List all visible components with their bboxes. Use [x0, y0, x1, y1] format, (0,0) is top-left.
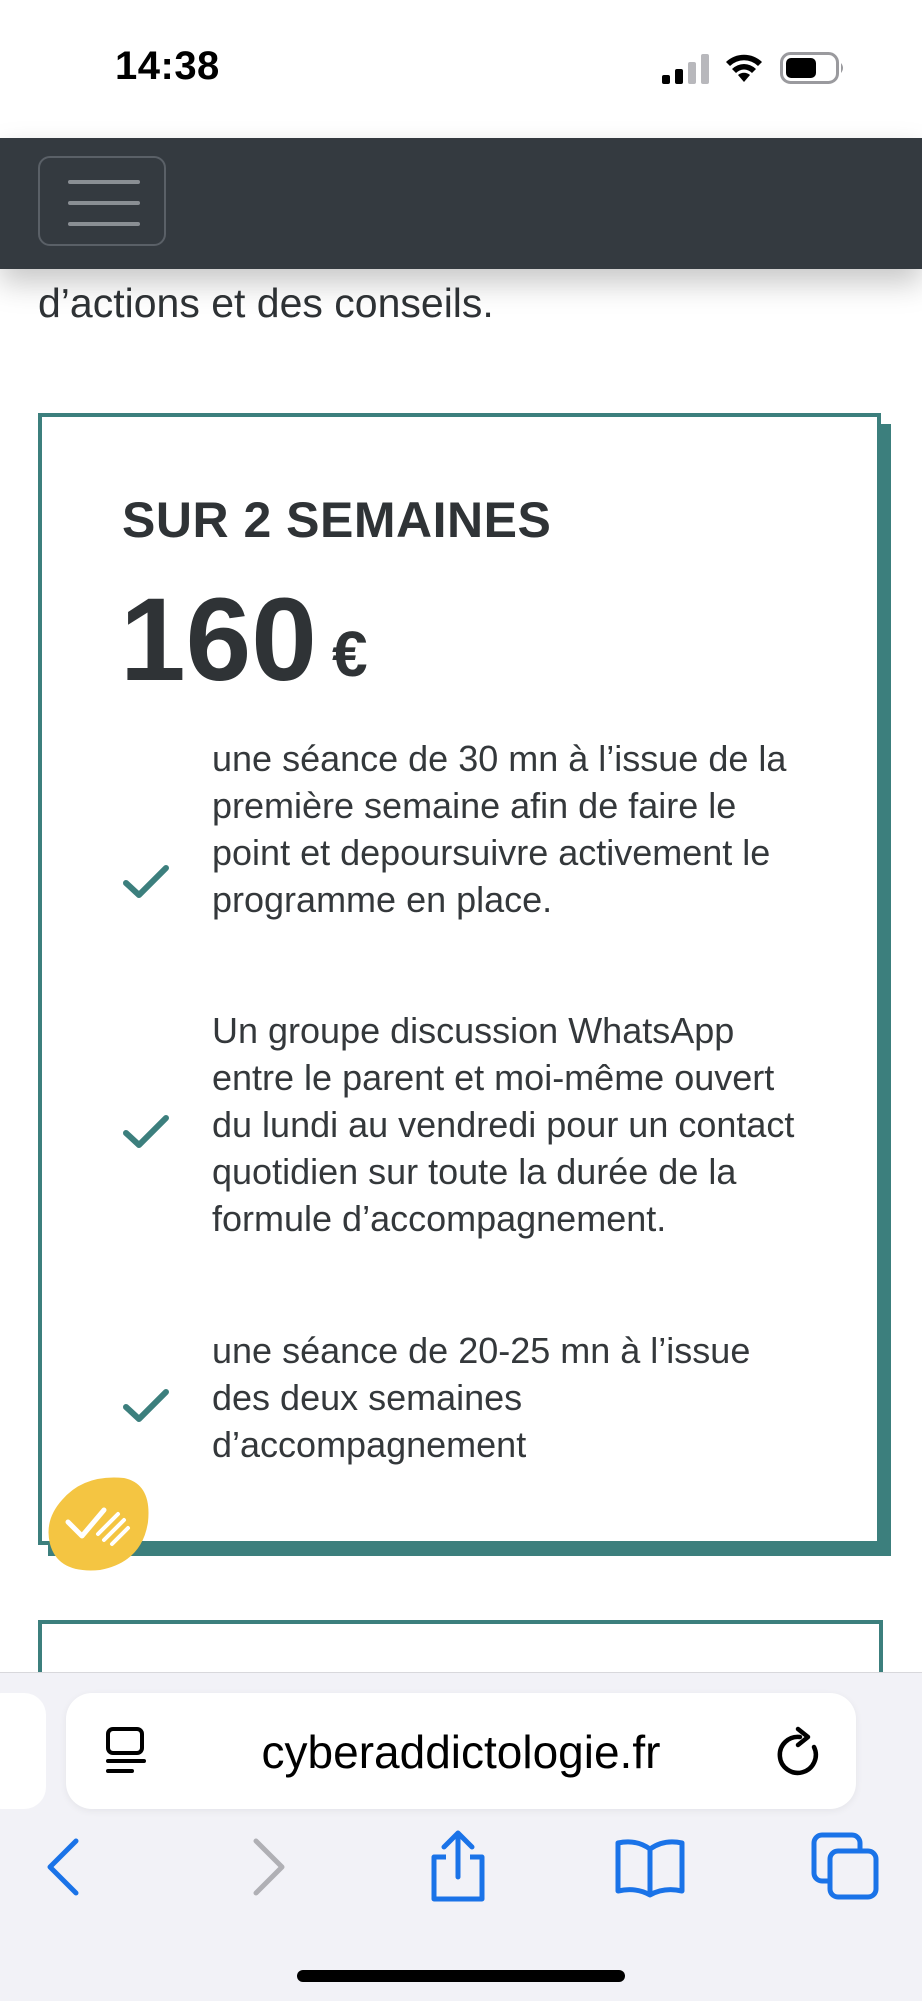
battery-icon: [780, 52, 846, 84]
intro-text: d’actions et des conseils.: [38, 280, 494, 326]
share-icon[interactable]: [420, 1829, 496, 1905]
status-time: 14:38: [115, 44, 220, 88]
hamburger-icon-line: [68, 180, 140, 184]
address-bar[interactable]: [66, 1693, 856, 1809]
check-icon: [122, 863, 170, 901]
plan-title: SUR 2 SEMAINES: [122, 492, 552, 548]
forward-icon[interactable]: [228, 1829, 304, 1905]
plan-currency: €: [332, 618, 368, 690]
hamburger-icon-line: [68, 201, 140, 205]
cellular-signal-icon: [662, 54, 710, 84]
bookmarks-icon[interactable]: [612, 1829, 688, 1905]
pricing-card: [38, 413, 881, 1545]
previous-tab-preview[interactable]: [0, 1693, 46, 1809]
tabs-icon[interactable]: [808, 1829, 884, 1905]
feature-text: Un groupe discussion WhatsApp entre le parent et moi-même ouvert du lundi au vendredi pour un contact quotidien sur toute la durée de la formule d’accompagnement.: [212, 1010, 795, 1239]
reload-icon[interactable]: [772, 1725, 824, 1781]
check-icon: [122, 1113, 170, 1151]
hamburger-icon-line: [68, 222, 140, 226]
url-text[interactable]: cyberaddictologie.fr: [261, 1726, 661, 1778]
hamburger-menu-button[interactable]: [38, 156, 166, 246]
browser-toolbar: [0, 1672, 922, 2001]
check-icon: [122, 1387, 170, 1425]
feature-text: une séance de 20-25 mn à l’issue des deux semaines d’accompagnement: [212, 1330, 751, 1465]
site-navbar: [0, 138, 922, 269]
feature-text: une séance de 30 mn à l’issue de la première semaine afin de faire le point et depoursuivre activement le programme en place.: [212, 738, 787, 920]
accessibility-badge-icon[interactable]: [44, 1470, 154, 1574]
home-indicator: [297, 1970, 625, 1982]
back-icon[interactable]: [28, 1829, 104, 1905]
status-bar: [0, 0, 922, 138]
plan-price: 160: [120, 574, 317, 706]
wifi-icon: [724, 52, 764, 84]
